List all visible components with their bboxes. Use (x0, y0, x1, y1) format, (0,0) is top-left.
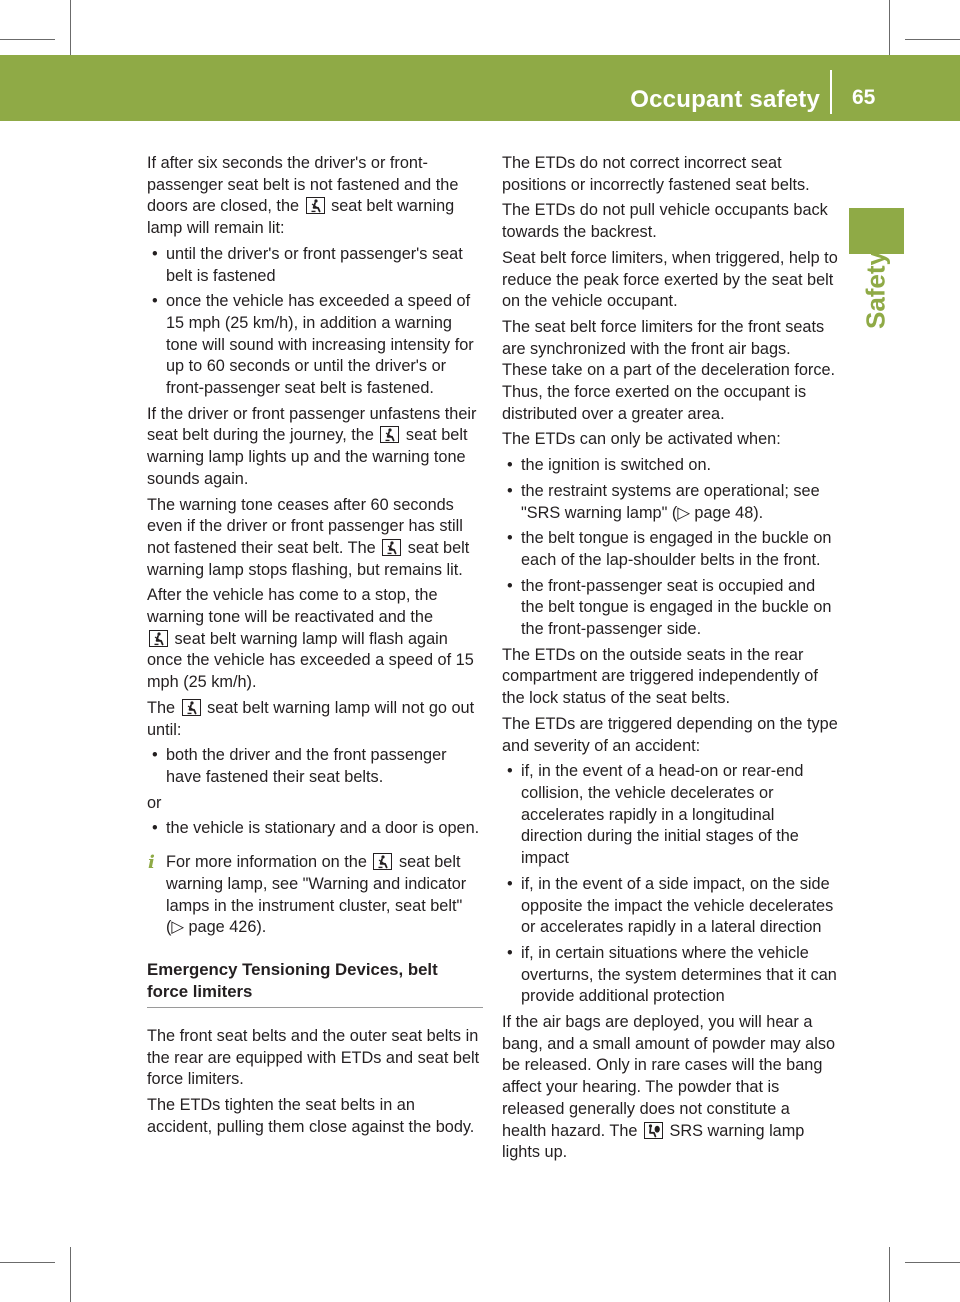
crop-mark (905, 1262, 960, 1263)
paragraph: The ETDs on the outside seats in the rear compartment are triggered independently of the lock status of the seat belts. (502, 645, 818, 708)
crop-mark (889, 0, 890, 55)
paragraph: The ETDs tighten the seat belts in an accident, pulling them close against the body. (147, 1096, 475, 1136)
paragraph-or: or (147, 793, 162, 812)
paragraph: The ETDs do not pull vehicle occupants back towards the backrest. (502, 201, 828, 242)
section-tab (849, 208, 904, 254)
list-item: • the vehicle is stationary and a door is open. (147, 818, 483, 840)
paragraph: If after six seconds the driver's or front-passenger seat belt is not fastened and the doors are closed, the seat belt warning lamp will remain lit: (147, 154, 459, 238)
info-note: i For more information on the seat belt warning lamp, see "Warning and indicator lamps in the instrument cluster, seat belt" (▷ page 426). (148, 852, 467, 937)
seat-belt-warning-icon (380, 426, 399, 443)
bullet-list (147, 818, 483, 840)
list-item: • the belt tongue is engaged in the buckle on each of the lap-shoulder belts in the front. (502, 528, 838, 571)
crop-mark (0, 39, 55, 40)
bullet-list (502, 455, 838, 641)
info-icon: i (148, 852, 155, 874)
section-heading: Emergency Tensioning Devices, belt force limiters (147, 959, 483, 1008)
list-item: • the front-passenger seat is occupied and the belt tongue is engaged in the buckle on the front-passenger side. (502, 576, 838, 641)
list-item: • if, in certain situations where the vehicle overturns, the system determines that it can provide additional protection (502, 943, 838, 1008)
seat-belt-warning-icon (382, 539, 401, 556)
crop-mark (70, 0, 71, 55)
paragraph: The ETDs do not correct incorrect seat positions or incorrectly fastened seat belts. (502, 154, 810, 194)
page-title: Occupant safety (630, 86, 820, 113)
paragraph: Seat belt force limiters, when triggered, help to reduce the peak force exerted by the seat belt on the vehicle occupant. (502, 248, 838, 311)
paragraph: The ETDs can only be activated when: (502, 430, 781, 449)
seat-belt-warning-icon (373, 853, 392, 870)
paragraph: After the vehicle has come to a stop, the warning tone will be reactivated and the seat belt warning lamp will flash again once the vehicle has exceeded a speed of 15 mph (25 km/h). (147, 586, 474, 692)
list-item: • if, in the event of a head-on or rear-end collision, the vehicle decelerates or accelerates rapidly in a longitudinal direction during the initial stages of the impact (502, 761, 838, 870)
list-item: • once the vehicle has exceeded a speed of 15 mph (25 km/h), in addition a warning tone will sound with increasing intensity for up to 60 seconds or until the driver's or front-passenger seat belt is fastened. (147, 291, 483, 400)
list-item: • the restraint systems are operational; see "SRS warning lamp" (▷ page 48). (502, 481, 838, 524)
bullet-list (147, 745, 483, 788)
page-ref-triangle-icon: ▷ (677, 503, 690, 522)
list-item: • the ignition is switched on. (502, 455, 838, 477)
page-ref-triangle-icon: ▷ (171, 918, 184, 937)
header-divider (830, 70, 832, 114)
paragraph: The warning tone ceases after 60 seconds even if the driver or front passenger has still not fastened their seat belt. The seat belt warning lamp stops flashing, but remains lit. (147, 495, 470, 579)
crop-mark (889, 1247, 890, 1302)
paragraph: The front seat belts and the outer seat belts in the rear are equipped with ETDs and seat belt force limiters. (147, 1026, 480, 1089)
section-label: Safety (860, 250, 891, 330)
seat-belt-warning-icon (306, 197, 325, 214)
seat-belt-warning-icon (182, 699, 201, 716)
page-number: 65 (852, 86, 876, 109)
bullet-list (502, 761, 838, 1008)
crop-mark (905, 39, 960, 40)
list-item: • until the driver's or front passenger's seat belt is fastened (147, 244, 483, 287)
paragraph: The ETDs are triggered depending on the type and severity of an accident: (502, 714, 838, 755)
paragraph: If the air bags are deployed, you will hear a bang, and a small amount of powder may also be released. Only in rare cases will the bang affect your hearing. The powder that is released generally does not constitute a health hazard. The SRS warning lamp lights up. (502, 1013, 836, 1162)
crop-mark (70, 1247, 71, 1302)
list-item: • both the driver and the front passenger have fastened their seat belts. (147, 745, 483, 788)
left-column (147, 153, 483, 1142)
srs-warning-icon (644, 1122, 663, 1139)
paragraph: The seat belt force limiters for the front seats are synchronized with the front air bags. These take on a part of the deceleration force. Thus, the force exerted on the occupant is distributed over a greater area. (502, 317, 836, 423)
paragraph: The seat belt warning lamp will not go out until: (147, 698, 475, 739)
paragraph: If the driver or front passenger unfastens their seat belt during the journey, the seat belt warning lamp lights up and the warning tone sounds again. (147, 404, 477, 488)
right-column (502, 153, 838, 1168)
crop-mark (0, 1262, 55, 1263)
seat-belt-warning-icon (149, 630, 168, 647)
bullet-list (147, 244, 483, 400)
list-item: • if, in the event of a side impact, on the side opposite the impact the vehicle decelerates or accelerates rapidly in a lateral direction (502, 874, 838, 939)
